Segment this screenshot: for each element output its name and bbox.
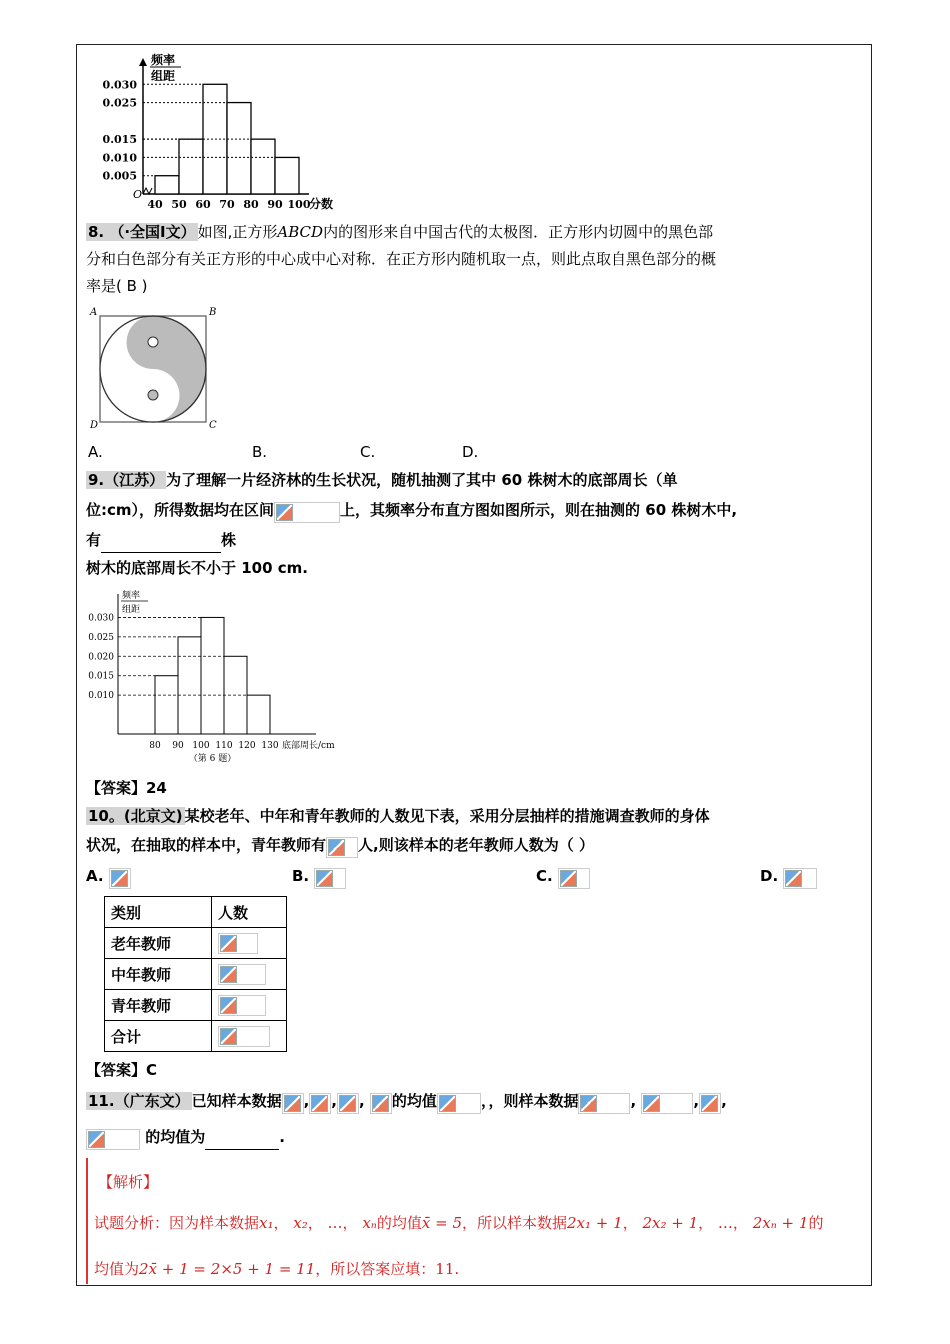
solution-tag: 【解析】: [98, 1173, 159, 1191]
q8-line3: 率是( B ): [86, 277, 148, 295]
y-tick-label: 0.010: [102, 151, 137, 165]
y-label-top: 频率: [151, 53, 176, 67]
histogram-bar: [227, 103, 251, 194]
taiji-figure: [86, 304, 226, 434]
answer-blank: [101, 532, 221, 553]
image-placeholder-icon: [220, 997, 237, 1014]
label-b: B: [209, 307, 217, 318]
q10-option-c: C.: [536, 866, 590, 889]
x-tick-label: 90: [267, 198, 283, 211]
image-placeholder-icon: [316, 870, 333, 887]
x-axis-label: 底部周长/cm: [282, 741, 335, 751]
q10-option-b: B.: [292, 866, 346, 889]
image-placeholder-icon: [560, 870, 577, 887]
origin-label: O: [133, 188, 143, 201]
y-label-bottom: 组距: [151, 69, 176, 83]
q8-line1: 8. （·全国Ⅰ文） 如图,正方形ABCD内的图形来自中国古代的太极图．正方形内切圆中的黑色部: [88, 223, 714, 241]
q8-option-a: A.: [88, 443, 103, 461]
histogram-bar: [201, 617, 224, 734]
teacher-table: [104, 896, 287, 1052]
table-row: 青年教师: [105, 990, 287, 1021]
x-tick-label: 60: [195, 198, 211, 211]
q8-option-d: D.: [462, 443, 479, 461]
axis-break: [143, 188, 152, 194]
label-d: D: [90, 420, 99, 431]
image-placeholder-icon: [220, 1028, 237, 1045]
q9-line1: 9.（江苏） 为了理解一片经济林的生长状况，随机抽测了其中 60 株树木的底部周长（单: [88, 471, 678, 489]
y-tick-label: 0.030: [102, 78, 137, 92]
image-placeholder-icon: [88, 1131, 105, 1148]
histogram-tree-girth: [86, 588, 356, 768]
table-row: 合计: [105, 1021, 287, 1052]
image-placeholder-icon: [284, 1095, 301, 1112]
y-tick-label: 0.020: [88, 652, 114, 663]
q8-option-b: B.: [252, 443, 268, 461]
histogram-bar: [155, 176, 179, 194]
y-tick-label: 0.015: [88, 671, 114, 682]
q10-answer: 【答案】C: [86, 1061, 158, 1079]
table-row: 中年教师: [105, 959, 287, 990]
image-placeholder-icon: [372, 1095, 389, 1112]
histogram-bar: [155, 676, 178, 734]
histogram-bar: [251, 139, 275, 194]
x-tick-label: 100: [192, 741, 210, 751]
x-tick-label: 40: [147, 198, 163, 211]
histogram-scores: [90, 52, 370, 212]
x-axis-label: 分数: [309, 197, 334, 211]
x-tick-label: 50: [171, 198, 187, 211]
label-a: A: [90, 307, 98, 318]
image-placeholder-icon: [580, 1095, 597, 1112]
y-label-bottom: 组距: [122, 605, 141, 615]
q8-line2: 分和白色部分有关正方形的中心成中心对称．在正方形内随机取一点，则此点取自黑色部分的概: [86, 250, 717, 268]
image-placeholder-icon: [274, 502, 340, 523]
q10-option-a: A.: [86, 866, 131, 889]
table-row: 老年教师: [105, 928, 287, 959]
q11-number: 11.（广东文）: [88, 1092, 190, 1110]
q10-number: 10。(北京文): [88, 807, 183, 825]
image-placeholder-icon: [326, 837, 358, 858]
q9-number: 9.（江苏）: [88, 471, 165, 489]
q9-line2: 位:cm），所得数据均在区间 上，其频率分布直方图如图所示，则在抽测的 60 株树木中,: [86, 500, 737, 523]
x-tick-label: 80: [243, 198, 259, 211]
q11-line2: 的均值为 .: [86, 1127, 285, 1150]
x-tick-label: 120: [238, 741, 256, 751]
q11-line1: 11.（广东文） 已知样本数据 , , , 的均值 ，，则样本数据 , , ,: [86, 1091, 727, 1114]
answer-blank: [205, 1129, 279, 1150]
y-tick-label: 0.005: [102, 169, 137, 183]
y-tick-label: 0.025: [102, 96, 137, 110]
solution-line1: 试题分析：因为样本数据x₁， x₂， …， xₙ的均值x̄ = 5，所以样本数据2x₁ + 1， 2x₂ + 1， …， 2xₙ + 1的: [94, 1214, 824, 1232]
y-tick-label: 0.025: [88, 632, 114, 643]
histogram-bar: [247, 695, 270, 734]
y-tick-label: 0.010: [88, 691, 114, 702]
q10-option-d: D.: [760, 866, 817, 889]
x-tick-label: 70: [219, 198, 235, 211]
q10-line1: 10。(北京文) 某校老年、中年和青年教师的人数见下表，采用分层抽样的措施调查教师的身体: [88, 807, 710, 825]
x-tick-label: 110: [215, 741, 233, 751]
y-tick-label: 0.015: [102, 133, 137, 147]
q9-answer: 【答案】24: [86, 779, 167, 797]
q8-number: 8. （·全国Ⅰ文）: [88, 223, 196, 241]
image-placeholder-icon: [311, 1095, 328, 1112]
image-placeholder-icon: [220, 935, 237, 952]
q9-line4: 树木的底部周长不小于 100 cm.: [86, 559, 308, 577]
image-placeholder-icon: [220, 966, 237, 983]
image-placeholder-icon: [439, 1095, 456, 1112]
image-placeholder-icon: [339, 1095, 356, 1112]
solution-line2: 均值为2x̄ + 1 = 2×5 + 1 = 11，所以答案应填：11.: [94, 1260, 460, 1278]
image-placeholder-icon: [111, 870, 128, 887]
q9-line3: 有 株: [86, 530, 236, 553]
image-placeholder-icon: [785, 870, 802, 887]
histogram-bar: [178, 637, 201, 734]
q8-option-c: C.: [360, 443, 376, 461]
image-placeholder-icon: [643, 1095, 660, 1112]
label-c: C: [209, 420, 217, 431]
x-tick-label: 100: [287, 198, 311, 211]
table-header-category: 类别: [105, 897, 212, 928]
x-tick-label: 90: [172, 741, 184, 751]
q10-line2: 状况，在抽取的样本中，青年教师有 人,则该样本的老年教师人数为（ ）: [86, 835, 594, 858]
y-label-top: 频率: [122, 591, 141, 601]
y-tick-label: 0.030: [88, 613, 114, 624]
x-tick-label: 130: [261, 741, 279, 751]
histogram-bar: [179, 139, 203, 194]
histogram-bar: [275, 157, 299, 194]
figure-caption: （第 6 题）: [188, 754, 237, 764]
y-axis-arrow: [139, 58, 147, 66]
x-tick-label: 80: [149, 741, 161, 751]
table-header-count: 人数: [212, 897, 287, 928]
image-placeholder-icon: [701, 1095, 718, 1112]
table-row: [105, 897, 287, 928]
